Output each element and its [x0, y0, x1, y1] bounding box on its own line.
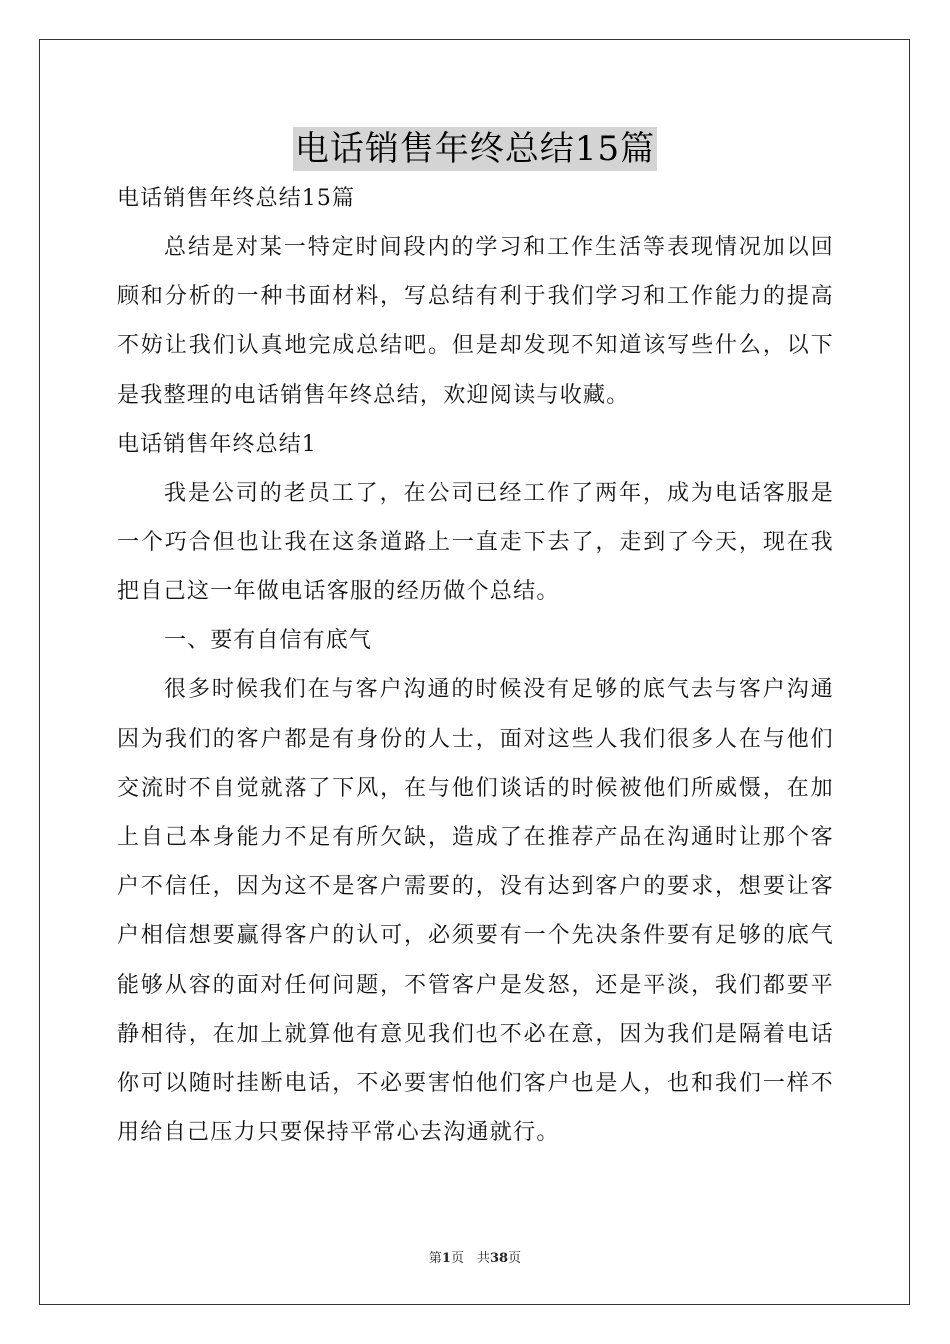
- subtitle-line: 电话销售年终总结15篇: [117, 186, 356, 211]
- footer-suffix: 页: [508, 1251, 522, 1266]
- section-heading: 电话销售年终总结1: [117, 431, 317, 457]
- footer-prefix: 第: [428, 1251, 442, 1266]
- document-title: 电话销售年终总结15篇: [294, 129, 656, 169]
- page-footer: [0, 1247, 950, 1266]
- body-paragraph: 我是公司的老员工了，在公司已经工作了两年，成为电话客服是一个巧合但也让我在这条道路上一直走下去了，走到了今天，现在我把自己这一年做电话客服的经历做个总结。: [117, 480, 834, 605]
- section-subheading: 一、要有自信有底气: [164, 628, 372, 654]
- footer-current-page: 1: [441, 1251, 451, 1266]
- footer-total-pages: 38: [489, 1251, 509, 1266]
- footer-mid: 页 共: [450, 1251, 490, 1266]
- intro-paragraph: 总结是对某一特定时间段内的学习和工作生活等表现情况加以回顾和分析的一种书面材料，写总结有利于我们学习和工作能力的提高不妨让我们认真地完成总结吧。但是却发现不知道该写些什么，以下是我整理的电话销售年终总结，欢迎阅读与收藏。: [117, 235, 834, 408]
- title-container: [0, 127, 950, 171]
- body-paragraph: 很多时候我们在与客户沟通的时候没有足够的底气去与客户沟通因为我们的客户都是有身份的人士，面对这些人我们很多人在与他们交流时不自觉就落了下风，在与他们谈话的时候被他们所威慑，在加上自己本身能力不足有所欠缺，造成了在推荐产品在沟通时让那个客户不信任，因为这不是客户需要的，没有达到客户的要求，想要让客户相信想要赢得客户的认可，必须要有一个先决条件要有足够的底气能够从容的面对任何问题，不管客户是发怒，还是平淡，我们都要平静相待，在加上就算他有意见我们也不必在意，因为我们是隔着电话你可以随时挂断电话，不必要害怕他们客户也是人，也和我们一样不用给自己压力只要保持平常心去沟通就行。: [117, 677, 834, 1146]
- document-body: [117, 174, 834, 1157]
